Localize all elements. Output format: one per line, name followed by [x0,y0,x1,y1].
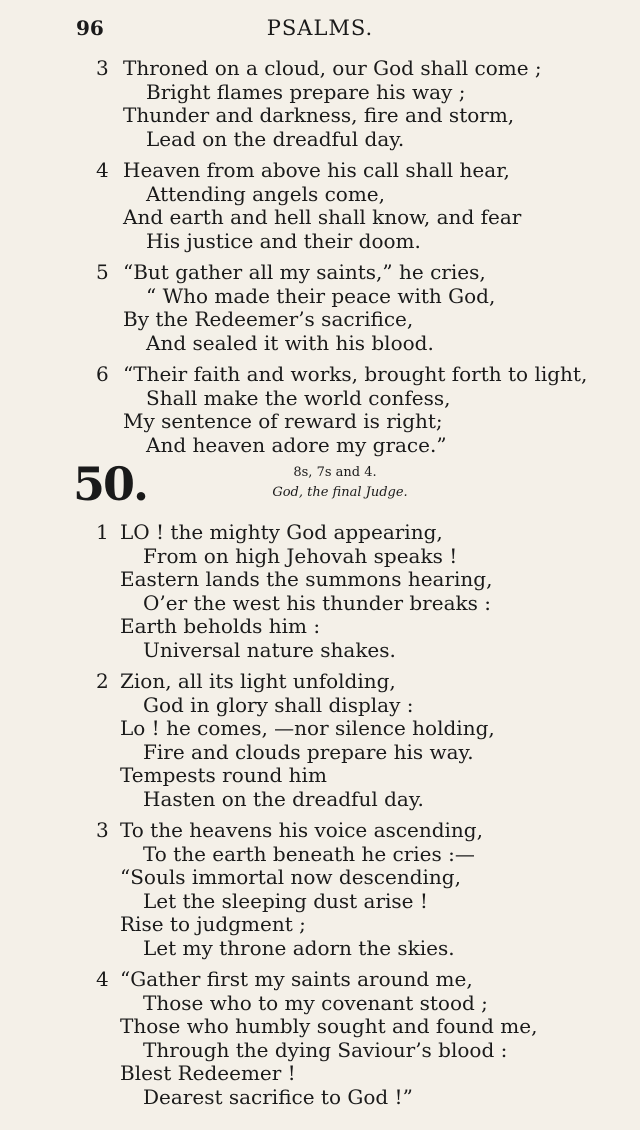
verse-line: To the heavens his voice ascending, [120,818,483,842]
verse-line: Fire and clouds prepare his way. [143,739,474,764]
stanza-number: 4 [96,967,109,991]
verse-line: LO ! the mighty God appearing, [120,520,443,544]
verse-line: Zion, all its light unfolding, [120,669,396,693]
verse-line: God in glory shall display : [143,692,414,717]
verse-line: My sentence of reward is right; [123,409,443,433]
psalm-50-stanza-2 [0,670,640,811]
meter-label: 8s, 7s and 4. [293,465,377,480]
verse-line: Blest Redeemer ! [120,1061,296,1085]
verse-line: Let the sleeping dust arise ! [143,888,428,913]
verse-line: From on high Jehovah speaks ! [143,543,458,568]
verse-line: Let my throne adorn the skies. [143,935,455,960]
psalm-subtitle: God, the final Judge. [272,485,408,500]
verse-line: O’er the west his thunder breaks : [143,590,491,615]
stanza-number: 3 [96,818,109,842]
verse-line: “Gather first my saints around me, [120,967,473,991]
verse-line: “But gather all my saints,” he cries, [123,260,486,284]
verse-line: “Their faith and works, brought forth to light, [123,362,588,386]
running-title: PSALMS. [266,16,374,40]
verse-line: Bright flames prepare his way ; [146,79,466,104]
verse-line: To the earth beneath he cries :— [143,841,475,866]
psalm-number: 50. [73,457,148,511]
stanza-number: 6 [96,362,109,386]
page-content [0,57,640,1117]
verse-line: Throned on a cloud, our God shall come ; [123,56,542,80]
stanza-number: 2 [96,669,109,693]
verse-line: Thunder and darkness, fire and storm, [123,103,515,127]
verse-line: And earth and hell shall know, and fear [123,205,522,229]
verse-line: Those who to my covenant stood ; [143,990,488,1015]
verse-line: Lead on the dreadful day. [146,126,405,151]
stanza-number: 3 [96,56,109,80]
verse-line: Rise to judgment ; [120,912,306,936]
verse-line: Tempests round him [120,763,327,787]
verse-line: And heaven adore my grace.” [146,432,447,457]
stanza-number: 4 [96,158,109,182]
verse-line: By the Redeemer’s sacrifice, [123,307,414,331]
verse-line: And sealed it with his blood. [146,330,434,355]
verse-line: Heaven from above his call shall hear, [123,158,510,182]
verse-line: Attending angels come, [146,181,385,206]
stanza-number: 1 [96,520,109,544]
verse-line: “Souls immortal now descending, [120,865,461,889]
psalm-50-stanza-4 [0,968,640,1109]
verse-line: Through the dying Saviour’s blood : [143,1037,508,1062]
verse-line: Hasten on the dreadful day. [143,786,424,811]
verse-line: Eastern lands the summons hearing, [120,567,493,591]
verse-line: Earth beholds him : [120,614,321,638]
psalm-49-stanza-4 [0,159,640,253]
verse-line: Those who humbly sought and found me, [120,1014,538,1038]
psalm-49-stanza-3 [0,57,640,151]
page-number: 96 [76,16,104,40]
psalm-49-stanza-5 [0,261,640,355]
verse-line: Shall make the world confess, [146,385,451,410]
verse-line: “ Who made their peace with God, [146,283,496,308]
stanza-number: 5 [96,260,109,284]
psalm-50-stanza-3 [0,819,640,960]
psalm-49-stanza-6 [0,363,640,457]
verse-line: Universal nature shakes. [143,637,396,662]
page-header [0,14,640,44]
psalm-50-stanza-1 [0,521,640,662]
verse-line: His justice and their doom. [146,228,421,253]
psalm-50-heading [0,457,640,515]
verse-line: Dearest sacrifice to God !” [143,1084,413,1109]
verse-line: Lo ! he comes, —nor silence holding, [120,716,495,740]
